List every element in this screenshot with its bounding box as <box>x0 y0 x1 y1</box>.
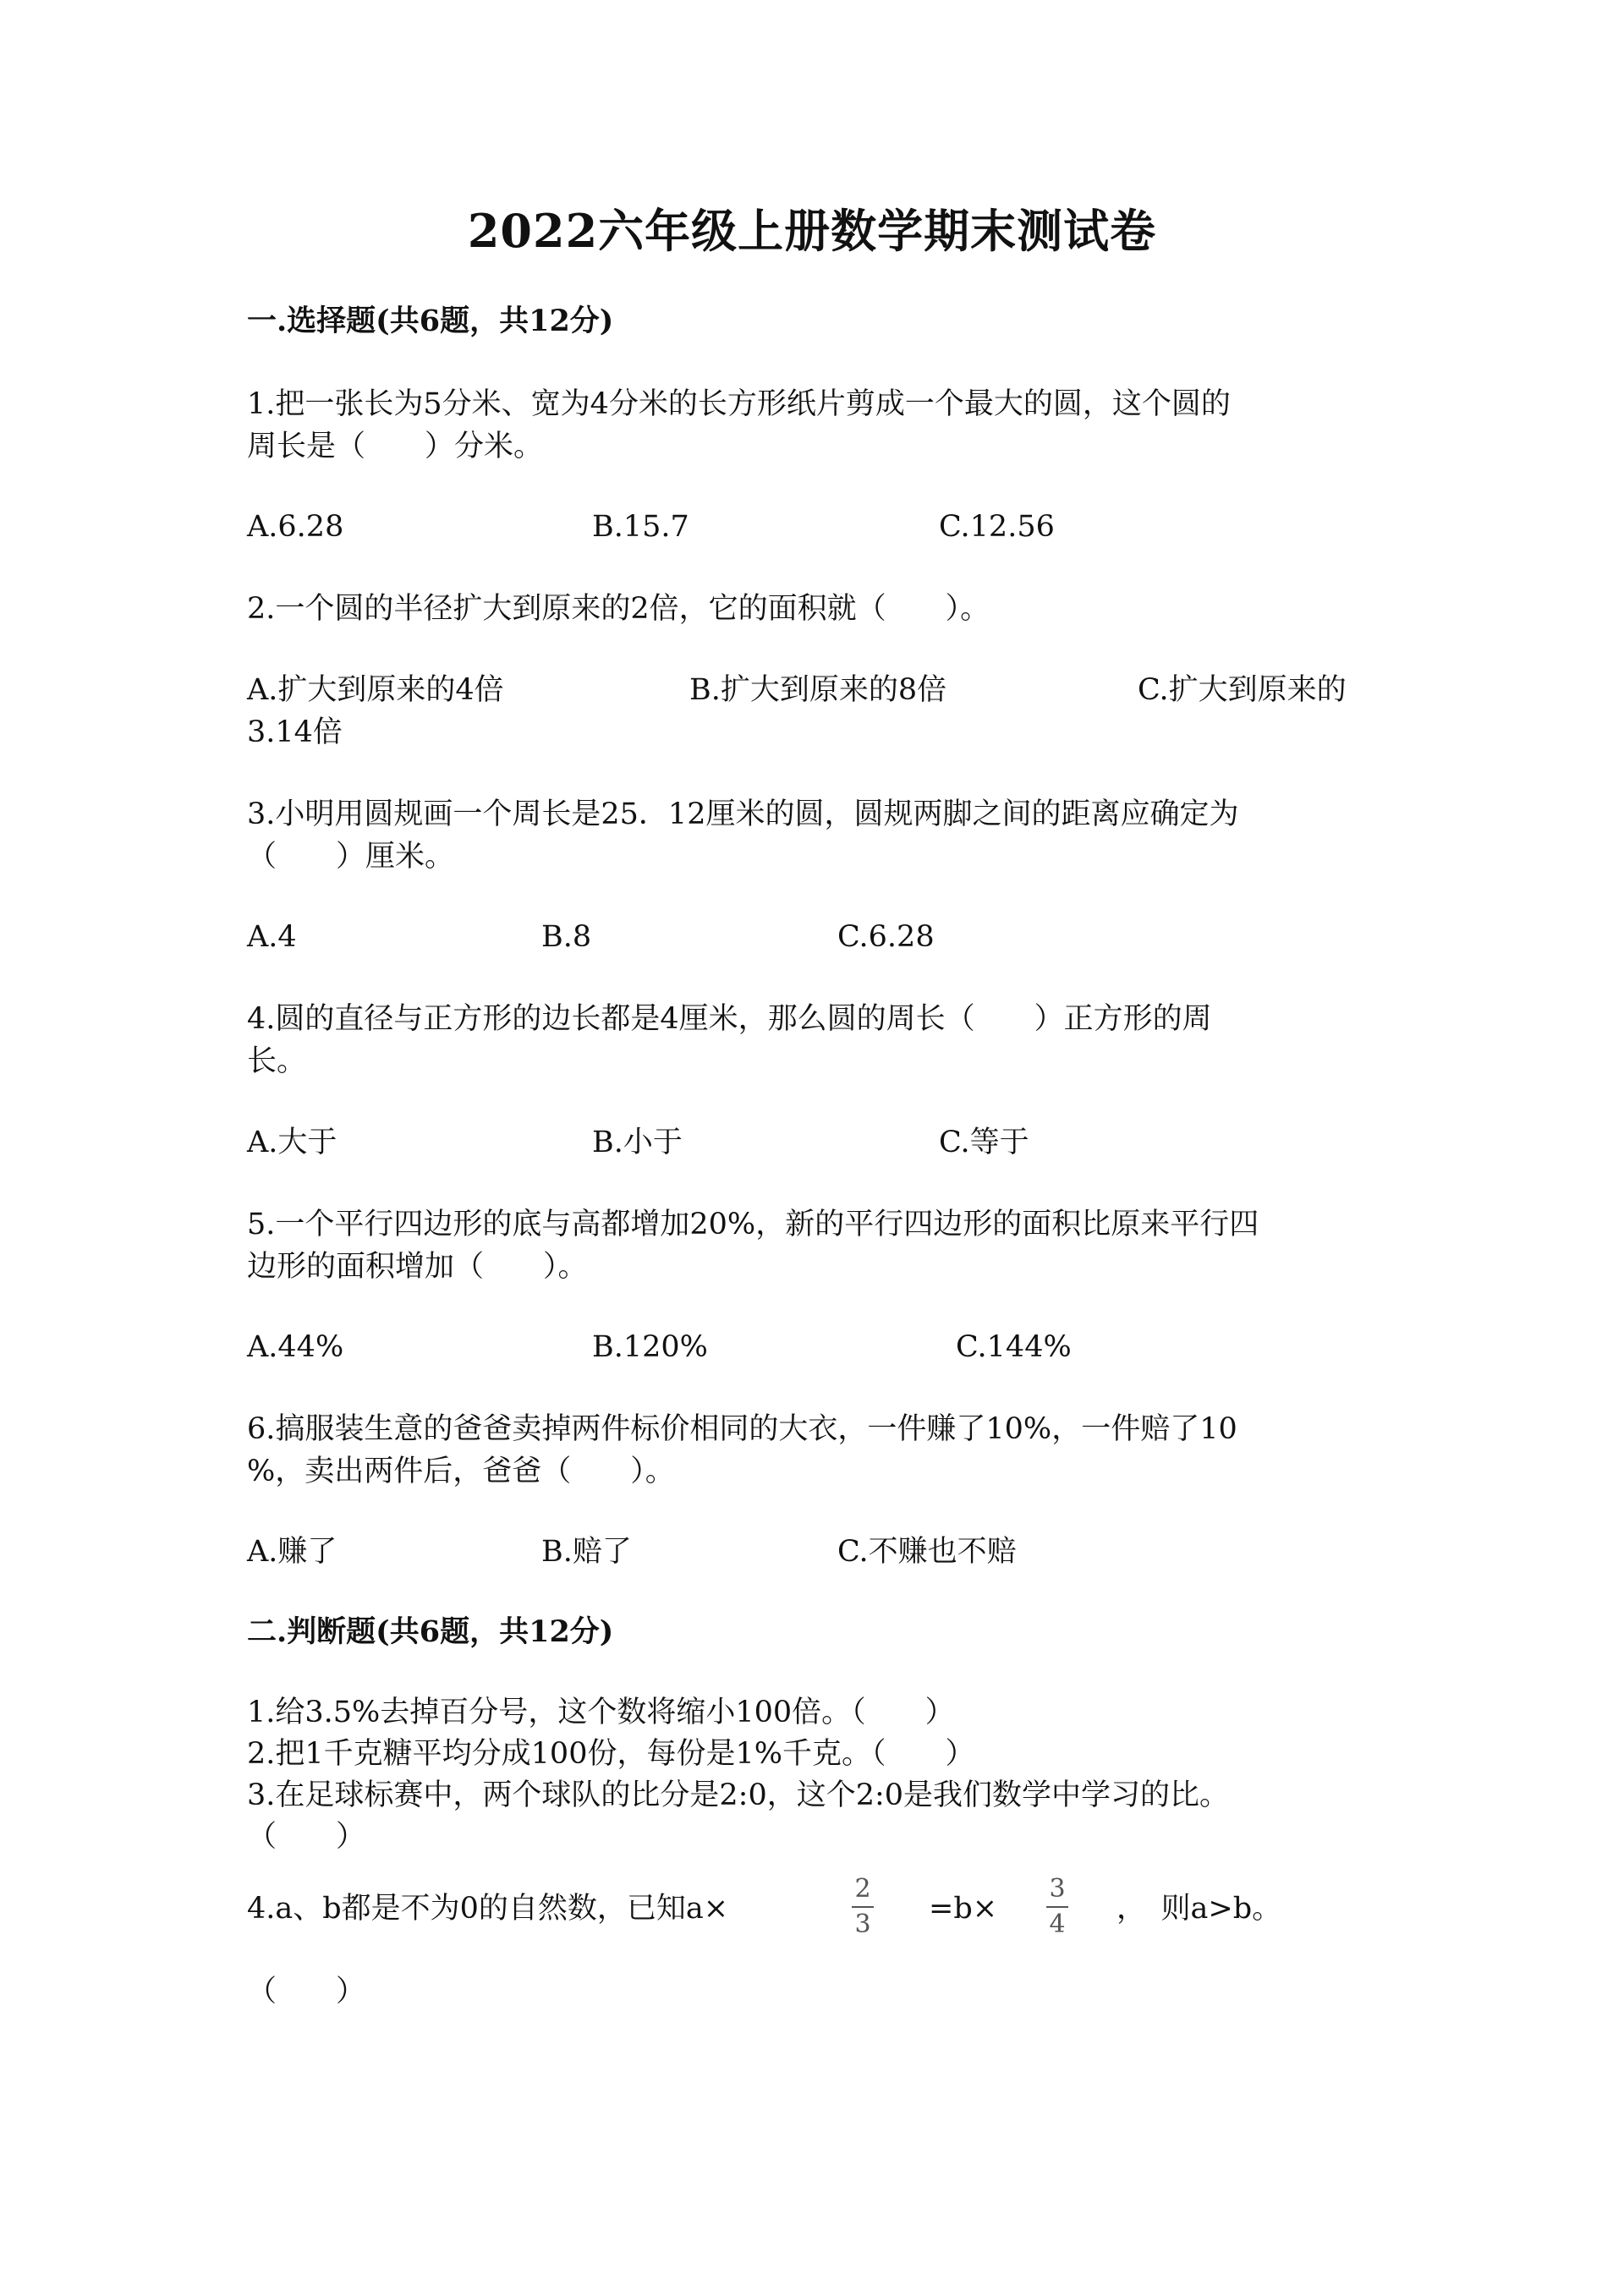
question-3-line-1: 3.小明用圆规画一个周长是25．12厘米的圆，圆规两脚之间的距离应确定为 <box>247 797 1239 831</box>
fraction-2-bar <box>1046 1906 1068 1908</box>
question-6-line-2: %，卖出两件后，爸爸（ ）。 <box>247 1455 675 1488</box>
question-5-option-c: C.144% <box>956 1330 1072 1364</box>
question-3-option-a: A.4 <box>247 920 297 954</box>
question-3-line-2: （ ）厘米。 <box>247 840 455 874</box>
question-6-line-1: 6.搞服装生意的爸爸卖掉两件标价相同的大衣，一件赚了10%，一件赔了10 <box>247 1412 1237 1446</box>
question-4-line-1: 4.圆的直径与正方形的边长都是4厘米，那么圆的周长（ ）正方形的周 <box>247 1002 1212 1036</box>
question-6-option-a: A.赚了 <box>247 1535 337 1569</box>
question-1-option-c: C.12.56 <box>939 510 1055 544</box>
question-5-line-1: 5.一个平行四边形的底与高都增加20%，新的平行四边形的面积比原来平行四 <box>247 1208 1259 1241</box>
section-heading-choice: 一.选择题(共6题，共12分) <box>247 304 614 338</box>
fraction-three-quarters <box>1046 1875 1068 1939</box>
fraction-1-numerator: 2 <box>854 1874 871 1904</box>
question-6-option-c: C.不赚也不赔 <box>837 1535 1017 1569</box>
judgment-item-2: 2.把1千克糖平均分成100份，每份是1%千克。（ ） <box>247 1737 975 1771</box>
question-3-option-b: B.8 <box>541 920 592 954</box>
judgment-item-4-answer: （ ） <box>247 1975 366 2008</box>
judgment-item-3-answer: （ ） <box>247 1820 366 1854</box>
question-2-option-b: B.扩大到原来的8倍 <box>689 673 947 707</box>
fraction-two-thirds <box>852 1875 874 1939</box>
judgment-item-3: 3.在足球标赛中，两个球队的比分是2:0，这个2:0是我们数学中学习的比。 <box>247 1778 1230 1812</box>
question-4-option-a: A.大于 <box>247 1126 337 1159</box>
section-heading-judgment: 二.判断题(共6题，共12分) <box>247 1614 614 1649</box>
judgment-item-4-part-3: ， 则a>b。 <box>1116 1892 1282 1926</box>
question-1-option-b: B.15.7 <box>592 510 689 544</box>
judgment-item-4-part-2: =b× <box>929 1892 998 1926</box>
question-1-line-2: 周长是（ ）分米。 <box>247 430 544 463</box>
fraction-1-bar <box>852 1906 874 1908</box>
question-4-option-c: C.等于 <box>939 1126 1029 1159</box>
question-2-line-1: 2.一个圆的半径扩大到原来的2倍，它的面积就（ ）。 <box>247 592 990 626</box>
question-5-option-a: A.44% <box>247 1330 344 1364</box>
question-4-line-2: 长。 <box>247 1044 307 1078</box>
question-2-option-a: A.扩大到原来的4倍 <box>247 673 504 707</box>
question-1-line-1: 1.把一张长为5分米、宽为4分米的长方形纸片剪成一个最大的圆，这个圆的 <box>247 387 1231 421</box>
question-3-option-c: C.6.28 <box>837 920 935 954</box>
question-1-option-a: A.6.28 <box>247 510 344 544</box>
judgment-item-4-part-1: 4.a、b都是不为0的自然数，已知a× <box>247 1892 729 1926</box>
fraction-2-denominator: 4 <box>1049 1910 1066 1939</box>
question-2-option-c: C.扩大到原来的 <box>1138 673 1347 707</box>
question-5-line-2: 边形的面积增加（ ）。 <box>247 1250 588 1284</box>
question-4-option-b: B.小于 <box>592 1126 683 1159</box>
page-title: 2022六年级上册数学期末测试卷 <box>467 204 1157 258</box>
judgment-item-1: 1.给3.5%去掉百分号，这个数将缩小100倍。（ ） <box>247 1696 955 1729</box>
fraction-1-denominator: 3 <box>854 1910 871 1939</box>
question-5-option-b: B.120% <box>592 1330 708 1364</box>
fraction-2-numerator: 3 <box>1049 1874 1066 1904</box>
question-2-option-c-continuation: 3.14倍 <box>247 715 343 749</box>
question-6-option-b: B.赔了 <box>541 1535 632 1569</box>
